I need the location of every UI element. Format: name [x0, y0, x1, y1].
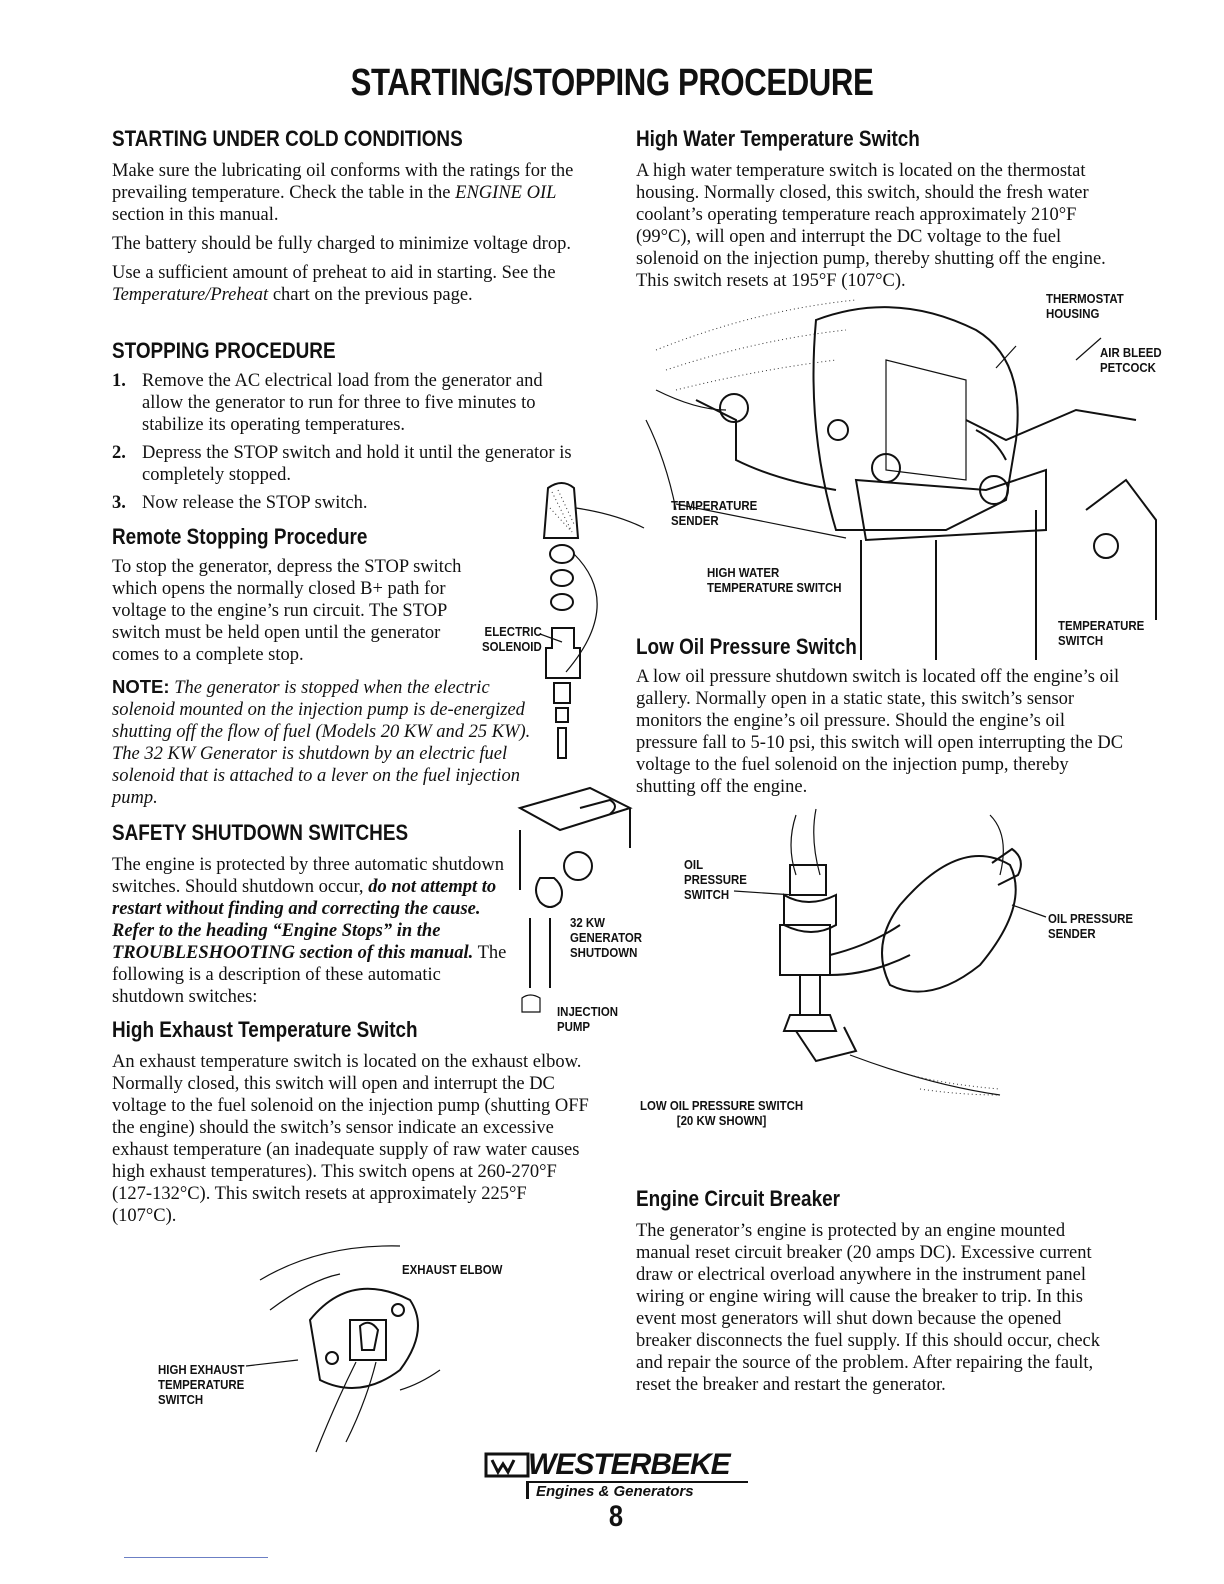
- generator-shutdown-label: 32 KW GENERATOR SHUTDOWN: [570, 915, 643, 960]
- step-number: 3.: [112, 493, 126, 513]
- pump-fitting: [536, 878, 562, 907]
- electric-solenoid-leader: [540, 630, 570, 650]
- oil-sender-leader: [1012, 905, 1046, 917]
- water-switch-body: [976, 430, 1006, 460]
- exhaust-heading: High Exhaust Temperature Switch: [112, 1017, 418, 1042]
- preheat-chart-ref: Temperature/Preheat: [112, 285, 269, 305]
- flange-bolt-2: [392, 1304, 404, 1316]
- cold-paragraph-3: [112, 262, 582, 306]
- circuit-breaker-heading: Engine Circuit Breaker: [636, 1186, 840, 1211]
- remote-stopping-heading: Remote Stopping Procedure: [112, 524, 368, 549]
- high-exhaust-switch-label: HIGH EXHAUST TEMPERATURE SWITCH: [158, 1362, 245, 1407]
- thermostat-housing: [814, 307, 1018, 530]
- oil-nut: [784, 1015, 836, 1031]
- page-title: STARTING/STOPPING PROCEDURE: [350, 62, 874, 104]
- oil-pressure-illustration: [760, 805, 1060, 1135]
- oil-adapter: [796, 1027, 856, 1061]
- oil-line-shading: [910, 1075, 1000, 1095]
- flange-bolt: [326, 1352, 338, 1364]
- oil-pressure-heading: Low Oil Pressure Switch: [636, 634, 857, 659]
- air-bleed-leader: [1076, 338, 1101, 360]
- thermostat-housing-label: THERMOSTAT HOUSING: [1046, 291, 1124, 321]
- solenoid-cap-shading: [550, 490, 574, 532]
- safety-text: [112, 854, 512, 1008]
- oil-pressure-text: A low oil pressure shutdown switch is located off the engine’s oil gallery. Normally open in a static state, this switch’s sensor monitors the engine’s oil pressure. Should the engine’s oil pressure fall to 5-10 psi, this switch will open interrupting the DC voltage to the fuel solenoid on the injection pump, thereby shutting off the engine.: [636, 667, 1124, 797]
- temp-switch-hex: [1094, 534, 1118, 558]
- list-item: [112, 370, 582, 436]
- remote-stopping-text: To stop the generator, depress the STOP switch which opens the normally closed B+ path for voltage to the engine’s run circuit. The STOP switch must be held open until the generator comes to a complete stop.: [112, 557, 462, 665]
- circuit-breaker-text: The generator’s engine is protected by an engine mounted manual reset circuit breaker (20 amps DC). Excessive current draw or electrical overload anywhere in the instrument panel wiring or engine wiring will cause the breaker to trip. In this event most generators will shut down because the opened breaker disconnects the fuel supply. If this should occur, check and repair the source of the problem. After repairing the fault, reset the breaker and restart the generator.: [636, 1221, 1101, 1395]
- water-temp-section: [636, 126, 1116, 292]
- housing-bolt: [828, 420, 848, 440]
- page-number: 8: [608, 1500, 624, 1533]
- cold-paragraph-1: [112, 160, 582, 226]
- elbow-outline-inner: [270, 1274, 340, 1310]
- air-bleed-petcock: [966, 410, 1136, 440]
- oil-pressure-sender: [882, 856, 1016, 992]
- solenoid-washer-2: [551, 594, 573, 610]
- oil-switch-hex: [784, 895, 836, 932]
- note-text: The generator is stopped when the electric solenoid mounted on the injection pump is de-energized shutting off the flow of fuel (Models 20 KW and 25 KW). The 32 KW Generator is shutdown by an electric fuel solenoid that is attached to a lever on the fuel injection pump.: [112, 678, 531, 808]
- oil-nipple: [800, 975, 820, 1015]
- note-tag: NOTE:: [112, 676, 170, 697]
- oil-pressure-sender-label: OIL PRESSURE SENDER: [1048, 911, 1133, 941]
- exhaust-switch-body: [350, 1320, 386, 1360]
- thermostat-housing-illustration: [636, 290, 1166, 670]
- pump-base: [522, 995, 540, 1012]
- cold-p3-text: Use a sufficient amount of preheat to aid in starting. See the: [112, 263, 556, 283]
- injection-pump-label: INJECTION PUMP: [557, 1004, 619, 1034]
- cold-paragraph-2: The battery should be fully charged to minimize voltage drop.: [112, 234, 571, 254]
- remote-stopping-section: [112, 524, 472, 666]
- sender-terminal: [992, 849, 1021, 885]
- solenoid-washer: [551, 570, 573, 586]
- cold-conditions-heading: STARTING UNDER COLD CONDITIONS: [112, 126, 463, 151]
- solenoid-wire: [576, 508, 644, 528]
- step-text: Remove the AC electrical load from the generator and allow the generator to run for three to five minutes to stabilize its operating temperatures.: [142, 371, 543, 435]
- exhaust-elbow-label: EXHAUST ELBOW: [402, 1262, 503, 1277]
- exhaust-switch-terminal: [360, 1323, 378, 1350]
- engine-side: [1086, 480, 1156, 620]
- safety-text-c: The following is a description of these automatic shutdown switches:: [112, 943, 507, 1007]
- oil-pressure-switch-label: OIL PRESSURE SWITCH: [684, 857, 747, 902]
- westerbeke-logo: [484, 1448, 764, 1498]
- cold-p3-text-end: chart on the previous page.: [268, 285, 473, 305]
- exhaust-text: An exhaust temperature switch is located on the exhaust elbow. Normally closed, this switch will open and interrupt the DC voltage to the fuel solenoid on the injection pump (shutting OFF the engine) should the switch’s sensor indicate an excessive exhaust temperature (an inadequate supply of raw water causes high exhaust temperatures). This switch opens at 260-270°F (127-132°C). This switch resets at approximately 225°F (107°C).: [112, 1052, 589, 1226]
- oil-elbow: [830, 925, 910, 975]
- pump-body-lines: [530, 918, 550, 988]
- high-exhaust-leader: [246, 1360, 306, 1372]
- elbow-flange: [310, 1289, 418, 1388]
- exhaust-switch-wires: [316, 1362, 376, 1452]
- safety-warning: do not attempt to restart without finding and correcting the cause. Refer to the heading “Engine Stops” in the TROUBLESHOOTING section of this manual.: [112, 877, 497, 963]
- note-paragraph: [112, 676, 552, 809]
- water-temp-text: A high water temperature switch is located on the thermostat housing. Normally closed, this switch, should the fresh water coolant’s operating temperature reach approximately 210°F (99°C), will open and interrupt the DC voltage to the fuel solenoid on the injection pump, thereby shutting off the engine. This switch resets at 195°F (107°C).: [636, 161, 1106, 291]
- pump-side: [520, 808, 630, 890]
- hose-shading: [656, 300, 856, 390]
- water-temp-heading: High Water Temperature Switch: [636, 126, 920, 151]
- safety-text-a: The engine is protected by three automatic shutdown switches. Should shutdown occur,: [112, 855, 504, 897]
- w-mark-icon: [484, 1450, 530, 1480]
- brand-name: WESTERBEKE: [528, 1448, 730, 1481]
- pump-cover: [564, 852, 592, 880]
- logo-bar: [526, 1481, 529, 1499]
- solenoid-lead: [566, 554, 597, 672]
- air-bleed-petcock-label: AIR BLEED PETCOCK: [1100, 345, 1162, 375]
- safety-heading: SAFETY SHUTDOWN SWITCHES: [112, 820, 409, 845]
- temperature-switch-label: TEMPERATURE SWITCH: [1058, 618, 1145, 648]
- cold-p1-text-end: section in this manual.: [112, 205, 279, 225]
- solenoid-nut: [550, 545, 574, 563]
- low-oil-caption: LOW OIL PRESSURE SWITCH [20 KW SHOWN]: [640, 1098, 804, 1128]
- elbow-outline-bottom: [400, 1370, 440, 1390]
- brand-tagline: Engines & Generators: [536, 1483, 694, 1500]
- electric-solenoid-label: ELECTRIC SOLENOID: [482, 624, 542, 654]
- cold-p1-text: Make sure the lubricating oil conforms with the ratings for the prevailing temperature. Check the table in the: [112, 161, 574, 203]
- solenoid-plunger: [554, 683, 570, 758]
- pump-lever: [580, 800, 615, 814]
- temp-sender-hex: [720, 394, 748, 422]
- elbow-outline-top: [260, 1246, 400, 1280]
- cold-conditions-section: [112, 126, 582, 306]
- engine-oil-ref: ENGINE OIL: [455, 183, 557, 203]
- oil-switch-top: [790, 865, 826, 895]
- oil-pressure-section: [636, 634, 1126, 798]
- step-text: Depress the STOP switch and hold it until the generator is completely stopped.: [142, 443, 572, 485]
- circuit-breaker-section: [636, 1186, 1116, 1396]
- stopping-heading: STOPPING PROCEDURE: [112, 338, 336, 363]
- footnote-rule: [124, 1557, 268, 1558]
- high-water-switch-label: HIGH WATER TEMPERATURE SWITCH: [707, 565, 842, 595]
- oil-line: [850, 1055, 1000, 1095]
- step-number: 2.: [112, 443, 126, 463]
- safety-section: [112, 820, 512, 1008]
- step-text: Now release the STOP switch.: [142, 493, 368, 513]
- temperature-sender-label: TEMPERATURE SENDER: [671, 498, 758, 528]
- exhaust-section: [112, 1017, 592, 1227]
- step-number: 1.: [112, 371, 126, 391]
